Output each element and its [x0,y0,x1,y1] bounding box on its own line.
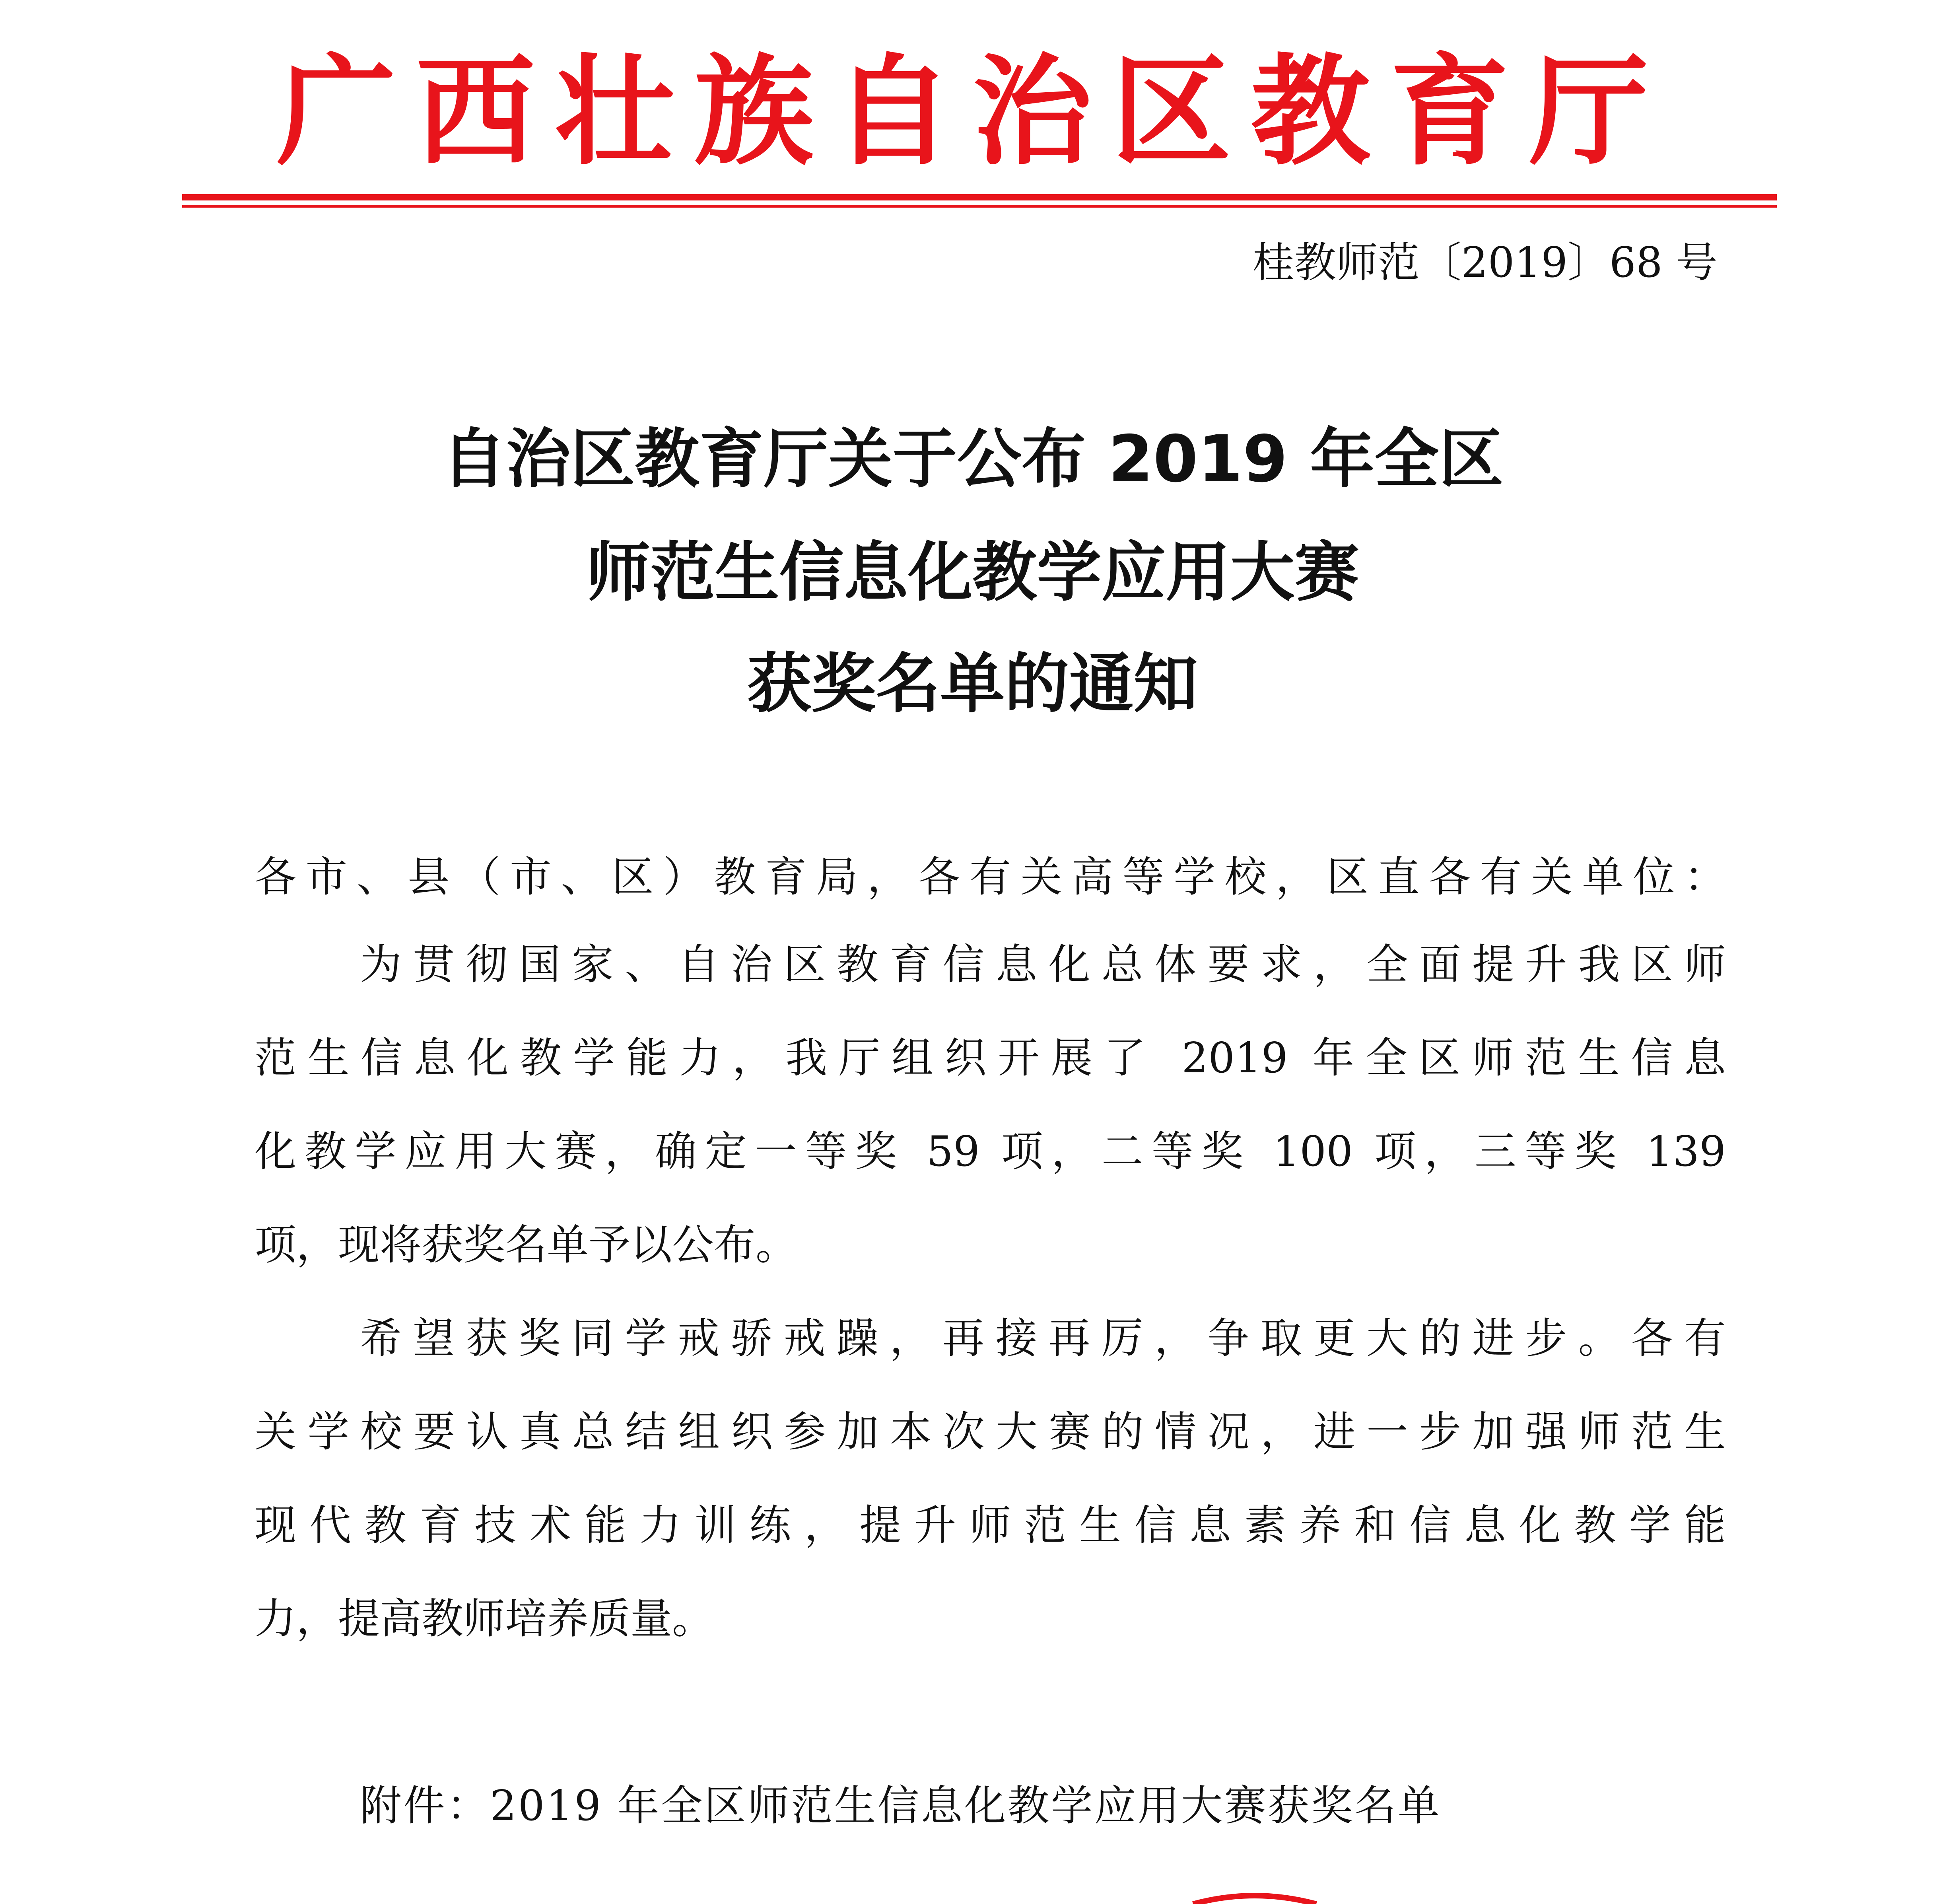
title-line-1: 自治区教育厅关于公布 2019 年全区 [441,422,1504,497]
org-header: 广西壮族自治区教育厅 [276,41,1669,181]
paragraph-1-line-1: 为贯彻国家、自治区教育信息化总体要求，全面提升我区师 [360,940,1726,989]
seal-stamp-edge [1189,1891,1320,1904]
paragraph-2-line-2: 关学校要认真总结组织参加本次大赛的情况，进一步加强师范生 [255,1408,1726,1456]
paragraph-2-line-1: 希望获奖同学戒骄戒躁，再接再厉，争取更大的进步。各有 [360,1314,1726,1363]
header-rule-thick [182,194,1777,200]
attachment-note: 附件：2019 年全区师范生信息化教学应用大赛获奖名单 [360,1781,1441,1830]
paragraph-1-line-4: 项，现将获奖名单予以公布。 [255,1221,798,1269]
paragraph-1-line-3: 化教学应用大赛，确定一等奖 59 项，二等奖 100 项，三等奖 139 [255,1127,1726,1176]
title-line-2: 师范生信息化教学应用大赛 [586,535,1359,610]
paragraph-2-line-4: 力，提高教师培养质量。 [255,1595,714,1643]
paragraph-1-line-2: 范生信息化教学能力，我厅组织开展了 2019 年全区师范生信息 [255,1034,1726,1082]
title-line-3: 获奖名单的通知 [747,647,1198,722]
paragraph-2-line-3: 现代教育技术能力训练，提升师范生信息素养和信息化教学能 [255,1501,1726,1550]
salutation: 各市、县（市、区）教育局，各有关高等学校，区直各有关单位： [255,853,1726,901]
document-number: 桂教师范〔2019〕68 号 [1252,238,1718,287]
header-rule-thin [182,205,1777,208]
